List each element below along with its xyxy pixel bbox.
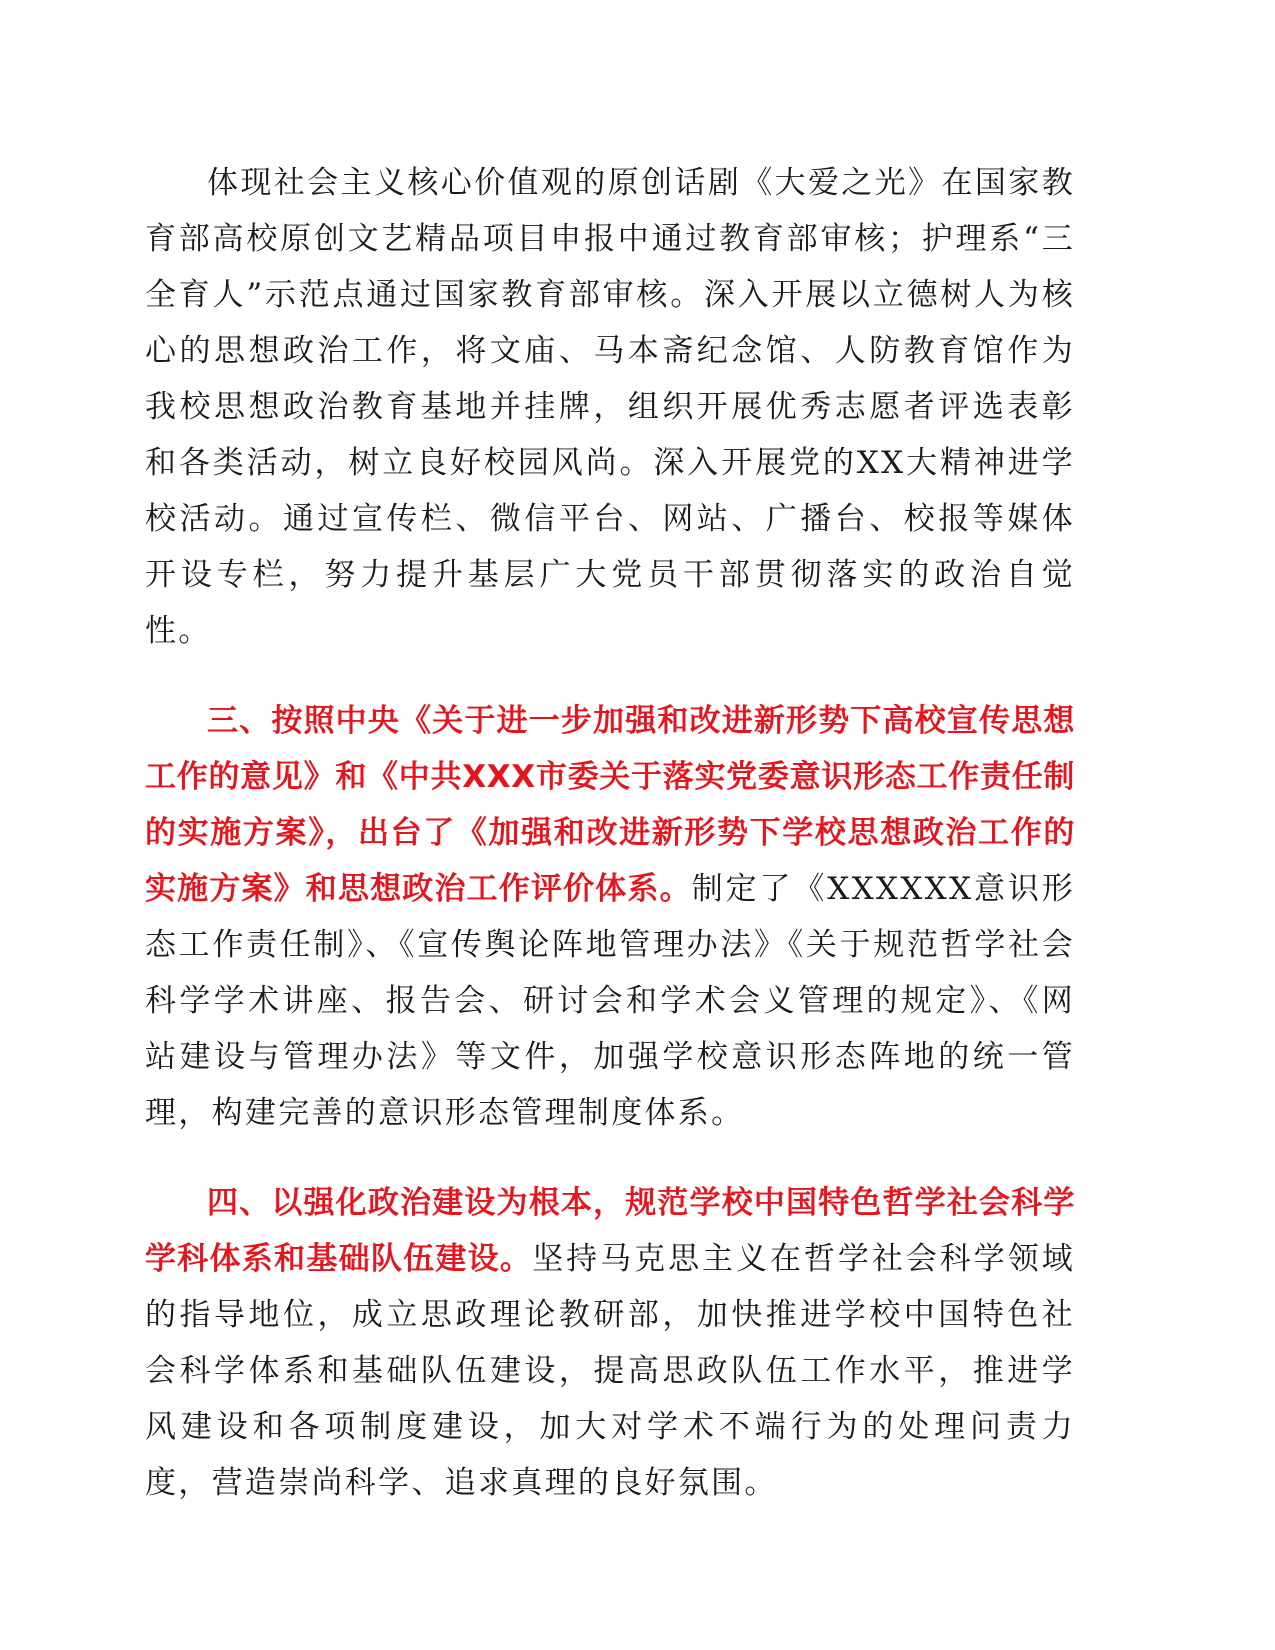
paragraph-ideology-system: [145, 693, 1075, 1141]
paragraph-philosophy-social-science: [145, 1175, 1075, 1511]
paragraph-body: 制定了《XXXXXX意识形态工作责任制》、《宣传舆论阵地管理办法》《关于规范哲学社会科学学术讲座、报告会、研讨会和学术会义管理的规定》、《网站建设与管理办法》等文件，加强学校意识形态阵地的统一管理，构建完善的意识形态管理制度体系。: [145, 871, 1075, 1131]
section-heading-three: 三、按照中央《关于进一步加强和改进新形势下高校宣传思想工作的意见》和《中共XXX市委关于落实党委意识形态工作责任制的实施方案》，出台了《加强和改进新形势下学校思想政治工作的实施方案》和思想政治工作评价体系。: [145, 703, 1075, 907]
document-page: [145, 155, 1075, 1511]
section-heading-four: 四、以强化政治建设为根本，规范学校中国特色哲学社会科学学科体系和基础队伍建设。: [145, 1185, 1075, 1277]
paragraph-party-culture: [145, 155, 1075, 659]
paragraph-body: 体现社会主义核心价值观的原创话剧《大爱之光》在国家教育部高校原创文艺精品项目申报中通过教育部审核；护理系“三全育人”示范点通过国家教育部审核。深入开展以立德树人为核心的思想政治工作，将文庙、马本斋纪念馆、人防教育馆作为我校思想政治教育基地并挂牌，组织开展优秀志愿者评选表彰和各类活动，树立良好校园风尚。深入开展党的XX大精神进学校活动。通过宣传栏、微信平台、网站、广播台、校报等媒体开设专栏，努力提升基层广大党员干部贯彻落实的政治自觉性。: [145, 165, 1075, 649]
paragraph-body: 坚持马克思主义在哲学社会科学领域的指导地位，成立思政理论教研部，加快推进学校中国特色社会科学体系和基础队伍建设，提高思政队伍工作水平，推进学风建设和各项制度建设，加大对学术不端行为的处理问责力度，营造崇尚科学、追求真理的良好氛围。: [145, 1241, 1075, 1501]
